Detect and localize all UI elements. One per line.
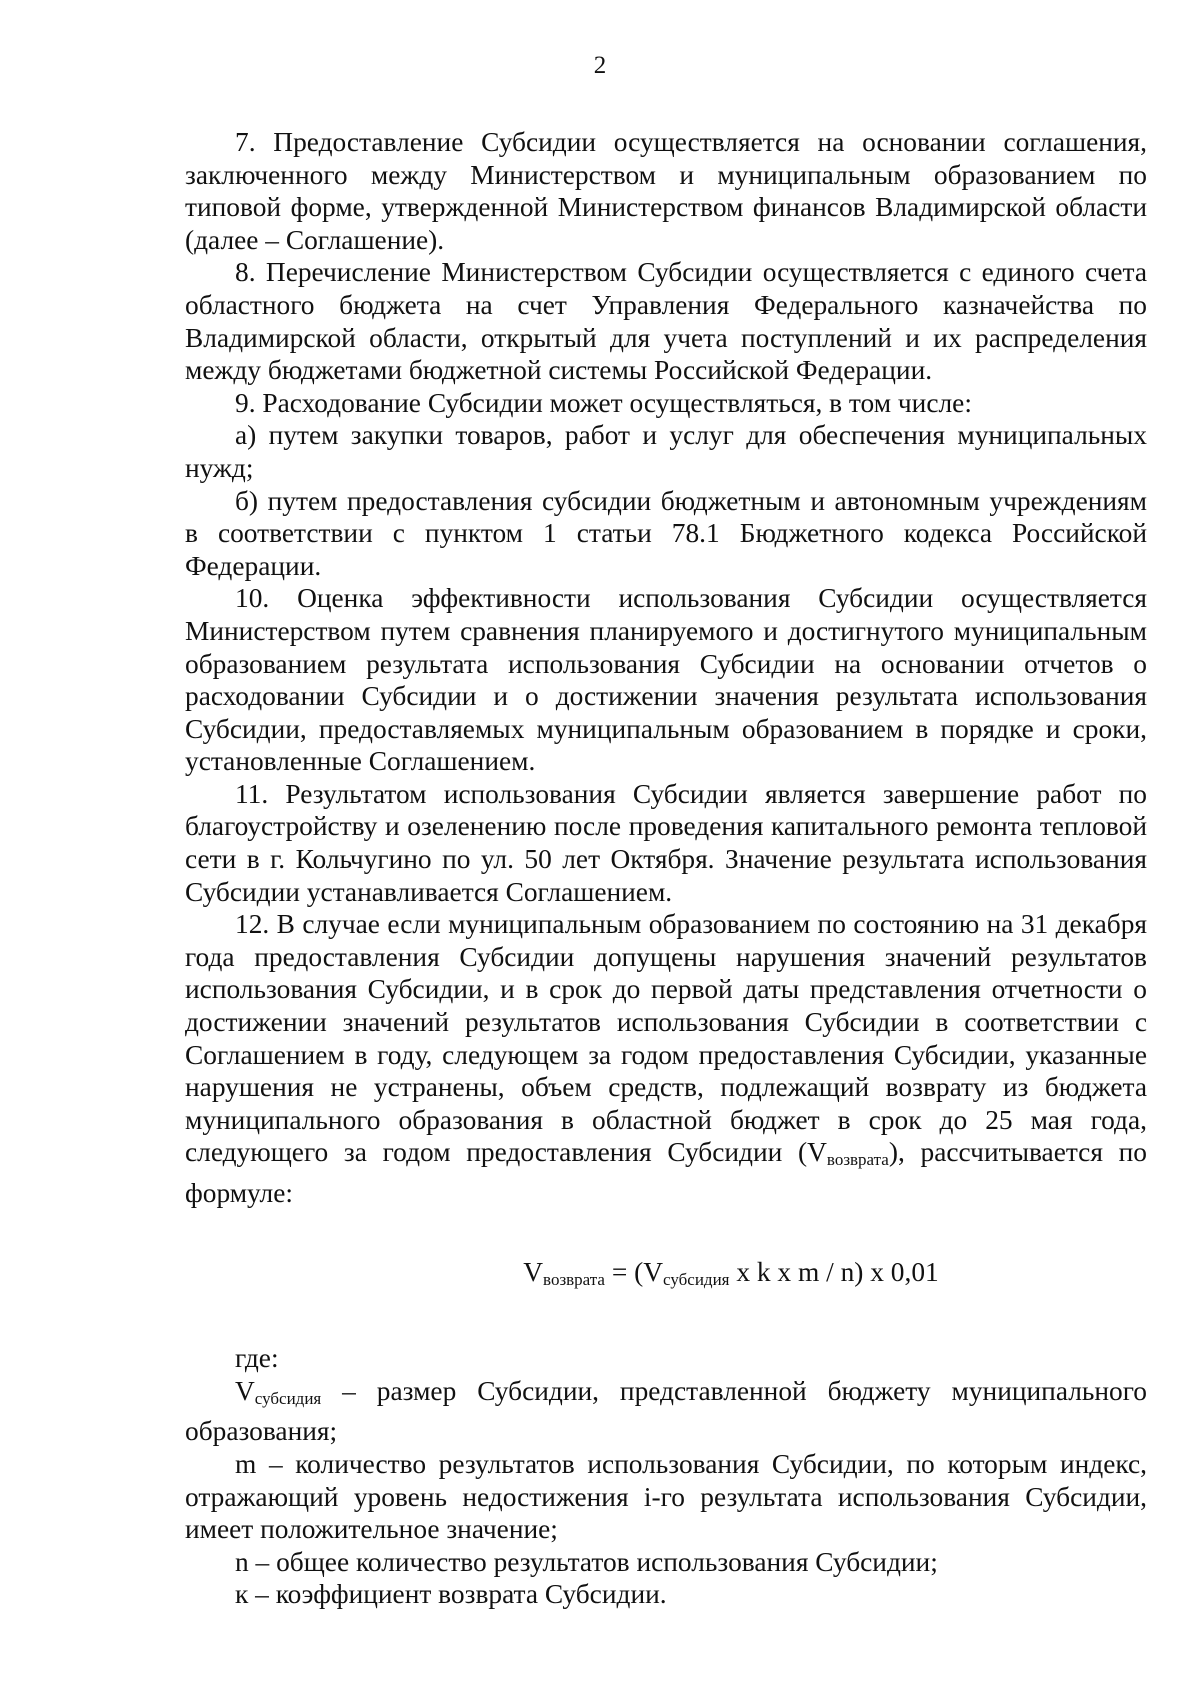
document-body	[185, 126, 1147, 1611]
where-v-subscript: субсидия	[254, 1388, 322, 1408]
where-v-desc: – размер Субсидии, представленной бюджету муниципального образования;	[185, 1375, 1147, 1447]
formula-lhs-var: V	[523, 1256, 544, 1287]
where-n-definition: n – общее количество результатов использования Субсидии;	[235, 1546, 938, 1577]
formula-rhs-tail: x k x m / n) x 0,01	[729, 1256, 939, 1287]
formula-lhs-subscript: возврата	[543, 1269, 605, 1289]
where-m-definition: m – количество результатов использования Субсидии, по которым индекс, отражающий уровень недостижения i-го результата использования Субсидии, имеет положительное значение;	[185, 1448, 1147, 1545]
paragraph-8: 8. Перечисление Министерством Субсидии осуществляется с единого счета областного бюджета на счет Управления Федерального казначейства по Владимирской области, открытый для учета поступлений и их распределения между бюджетами бюджетной системы Российской Федерации.	[185, 257, 1147, 386]
paragraph-9a: а) путем закупки товаров, работ и услуг для обеспечения муниципальных нужд;	[185, 420, 1147, 483]
where-v-var: V	[235, 1375, 255, 1406]
paragraph-12-tail: ), рассчитывается по формуле:	[185, 1137, 1147, 1208]
where-k-definition: к – коэффициент возврата Субсидии.	[235, 1579, 667, 1610]
page-number: 2	[593, 52, 607, 79]
paragraph-9b: б) путем предоставления субсидии бюджетным и автономным учреждениям в соответствии с пунктом 1 статьи 78.1 Бюджетного кодекса Российской Федерации.	[185, 485, 1147, 581]
paragraph-7: 7. Предоставление Субсидии осуществляется на основании соглашения, заключенного между Министерством и муниципальным образованием по типовой форме, утвержденной Министерством финансов Владимирской области (далее – Соглашение).	[185, 127, 1147, 255]
where-v-definition	[185, 1375, 1147, 1448]
formula-rhs-subscript: субсидия	[663, 1269, 730, 1289]
paragraph-10: 10. Оценка эффективности использования Субсидии осуществляется Министерством путем сравнения планируемого и достигнутого муниципальным образованием результата использования Субсидии на основании отчетов о расходовании Субсидии и о достижении значения результата использования Субсидии, предоставляемых муниципальным образованием в порядке и сроки, установленные Соглашением.	[185, 583, 1147, 777]
return-formula	[315, 1256, 1147, 1297]
where-intro: где:	[235, 1343, 279, 1374]
paragraph-12-subscript: возврата	[826, 1150, 889, 1170]
paragraph-11: 11. Результатом использования Субсидии является завершение работ по благоустройству и озеленению после проведения капитального ремонта тепловой сети в г. Кольчугино по ул. 50 лет Октября. Значение результата использования Субсидии устанавливается Соглашением.	[185, 778, 1147, 907]
paragraph-12-main: 12. В случае если муниципальным образованием по состоянию на 31 декабря года предоставления Субсидии допущены нарушения значений результатов использования Субсидии, и в срок до первой даты представления отчетности о достижении значений результатов использования Субсидии в соответствии с Соглашением в году, следующем за годом предоставления Субсидии, указанные нарушения не устранены, объем средств, подлежащий возврату из бюджета муниципального образования в областной бюджет в срок до 25 мая года, следующего за годом предоставления Субсидии (V	[185, 909, 1147, 1168]
paragraph-9: 9. Расходование Субсидии может осуществляться, в том числе:	[235, 387, 972, 418]
formula-equals: = (V	[604, 1256, 664, 1287]
paragraph-12	[185, 908, 1147, 1209]
